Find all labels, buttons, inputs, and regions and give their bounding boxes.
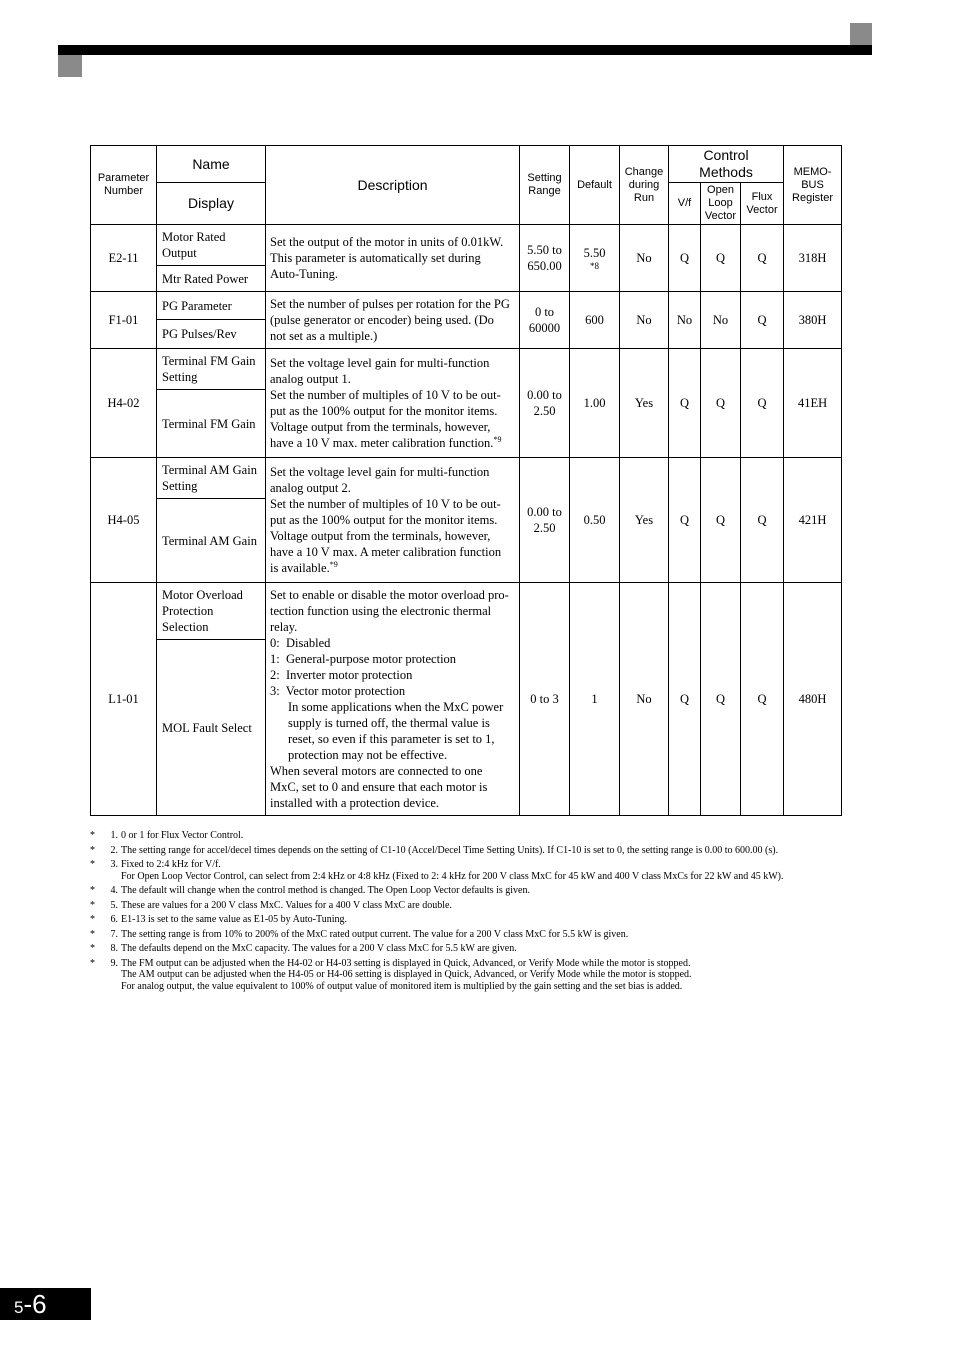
header-display: Display	[157, 183, 266, 225]
footnote-text: For Open Loop Vector Control, can select from 2:4 kHz or 4:8 kHz (Fixed to 2: 4 kHz for 200 V class MxC for 45 kW and 400 V class MxCs for 22 kW and 45 kW).	[121, 870, 784, 882]
footnote	[90, 859, 842, 882]
method-vf: No	[669, 292, 701, 349]
description-line: analog output 1.	[270, 372, 351, 386]
description-line: Voltage output from the terminals, however,	[270, 420, 491, 434]
param-name: Motor Rated Output	[157, 225, 266, 266]
param-display: Terminal FM Gain	[157, 390, 266, 458]
header-open-loop-vector: Open Loop Vector	[701, 183, 741, 225]
setting-range	[520, 292, 570, 349]
description-line: Set the voltage level gain for multi-function	[270, 465, 490, 479]
method-vf: Q	[669, 349, 701, 458]
footnote-star: *	[90, 943, 95, 954]
footnote-number: 8.	[110, 943, 118, 954]
setting-range	[520, 349, 570, 458]
description-footnote-ref: *9	[493, 434, 502, 444]
option-detail-line: reset, so even if this parameter is set to 1,	[288, 732, 495, 746]
description-line: have a 10 V max. A meter calibration function	[270, 545, 502, 559]
description-line: is available.	[270, 561, 330, 575]
description-line: (pulse generator or encoder) being used. (Do	[270, 313, 494, 327]
change-during-run: No	[620, 225, 669, 292]
param-display: Terminal AM Gain	[157, 499, 266, 583]
footnote-star: *	[90, 928, 95, 940]
description-line: not set as a multiple.)	[270, 329, 378, 343]
footnote-number: 7.	[110, 928, 118, 940]
range-line: 2.50	[533, 521, 556, 535]
param-description	[266, 349, 520, 458]
footnote	[90, 914, 842, 926]
param-number: H4-05	[91, 458, 157, 583]
header-setting-range: Setting Range	[520, 146, 570, 225]
description-line: Set the number of multiples of 10 V to be out-	[270, 497, 501, 511]
header-parameter-number: Parameter Number	[91, 146, 157, 225]
footnote-text: The defaults depend on the MxC capacity. The values for a 200 V class MxC for 5.5 kW are given.	[121, 943, 517, 954]
param-number: F1-01	[91, 292, 157, 349]
header-memobus-register: MEMO-BUS Register	[784, 146, 842, 225]
footnote-text: For analog output, the value equivalent to 100% of output value of monitored item is multiplied by the gain setting and the set bias is added.	[121, 980, 683, 992]
description-line: Set to enable or disable the motor overload pro-	[270, 588, 509, 602]
description-line: Set the number of multiples of 10 V to be out-	[270, 388, 501, 402]
corner-square-left	[58, 55, 82, 77]
param-number: L1-01	[91, 583, 157, 816]
header-change-during-run: Change during Run	[620, 146, 669, 225]
param-display: MOL Fault Select	[157, 640, 266, 816]
description-line: installed with a protection device.	[270, 796, 440, 810]
description-line: Set the output of the motor in units of 0.01kW.	[270, 235, 504, 249]
method-open-loop-vector: Q	[701, 458, 741, 583]
description-line: This parameter is automatically set during	[270, 251, 481, 265]
corner-square-top-right	[850, 23, 872, 45]
method-flux-vector: Q	[741, 349, 784, 458]
param-display: Mtr Rated Power	[157, 266, 266, 292]
method-vf: Q	[669, 225, 701, 292]
range-line: 650.00	[527, 259, 562, 273]
page-number	[14, 1289, 47, 1320]
setting-range: 0 to 3	[520, 583, 570, 816]
change-during-run: No	[620, 583, 669, 816]
option-detail-line: protection may not be effective.	[288, 748, 448, 762]
description-line: put as the 100% output for the monitor items.	[270, 513, 498, 527]
page-dash: -	[23, 1289, 33, 1319]
footnote	[90, 943, 842, 955]
default-value: 1.00	[570, 349, 620, 458]
footnote	[90, 929, 842, 941]
footnote-number: 6.	[110, 914, 118, 925]
footnote-star: *	[90, 859, 95, 870]
footnote-number: 2.	[110, 844, 118, 856]
method-open-loop-vector: No	[701, 292, 741, 349]
param-name: PG Parameter	[157, 292, 266, 320]
option-item: 0: Disabled	[270, 636, 331, 650]
param-name: Motor Overload Protection Selection	[157, 583, 266, 640]
param-description	[266, 458, 520, 583]
method-open-loop-vector: Q	[701, 583, 741, 816]
description-line: tection function using the electronic thermal	[270, 604, 492, 618]
memobus-register: 421H	[784, 458, 842, 583]
option-item: 1: General-purpose motor protection	[270, 652, 457, 666]
description-line: Voltage output from the terminals, however,	[270, 529, 491, 543]
change-during-run: Yes	[620, 349, 669, 458]
description-line: MxC, set to 0 and ensure that each motor is	[270, 780, 488, 794]
method-flux-vector: Q	[741, 583, 784, 816]
footnote-text: The setting range is from 10% to 200% of the MxC rated output current. The value for a 200 V class MxC for 5.5 kW is given.	[121, 928, 629, 940]
footnote-text: Fixed to 2:4 kHz for V/f.	[121, 859, 221, 870]
footnote-number: 1.	[110, 830, 118, 841]
param-description	[266, 583, 520, 816]
footnote-number: 3.	[110, 859, 118, 870]
param-description	[266, 292, 520, 349]
option-item: 2: Inverter motor protection	[270, 668, 413, 682]
param-name: Terminal FM Gain Setting	[157, 349, 266, 390]
description-line: Auto-Tuning.	[270, 267, 338, 281]
footnote-star: *	[90, 844, 95, 856]
header-vf: V/f	[669, 183, 701, 225]
description-line: Set the number of pulses per rotation for the PG	[270, 297, 510, 311]
description-line: put as the 100% output for the monitor items.	[270, 404, 498, 418]
header-control-methods: Control Methods	[669, 146, 784, 183]
param-description	[266, 225, 520, 292]
change-during-run: Yes	[620, 458, 669, 583]
page-index: 6	[32, 1289, 47, 1319]
description-line: relay.	[270, 620, 298, 634]
footnote-number: 4.	[110, 885, 118, 896]
footnote-number: 5.	[110, 899, 118, 911]
footnote-star: *	[90, 885, 95, 896]
default-footnote-ref: *8	[590, 261, 599, 271]
footnote-star: *	[90, 957, 95, 969]
method-open-loop-vector: Q	[701, 225, 741, 292]
default-value: 0.50	[570, 458, 620, 583]
param-display: PG Pulses/Rev	[157, 320, 266, 349]
range-line: 0.00 to	[527, 388, 562, 402]
description-line: analog output 2.	[270, 481, 351, 495]
memobus-register: 41EH	[784, 349, 842, 458]
footnote-text: The AM output can be adjusted when the H4-05 or H4-06 setting is displayed in Quick, Advanced, or Verify Mode while the motor is stopped.	[121, 969, 692, 980]
method-flux-vector: Q	[741, 458, 784, 583]
range-line: 5.50 to	[527, 243, 562, 257]
method-flux-vector: Q	[741, 292, 784, 349]
page-section: 5	[14, 1298, 24, 1317]
top-rule	[58, 45, 872, 55]
footnote-text: E1-13 is set to the same value as E1-05 by Auto-Tuning.	[121, 914, 347, 925]
default-value: 1	[570, 583, 620, 816]
param-name: Terminal AM Gain Setting	[157, 458, 266, 499]
footnote	[90, 885, 842, 897]
method-vf: Q	[669, 583, 701, 816]
range-line: 60000	[528, 321, 561, 335]
setting-range	[520, 225, 570, 292]
default-value: 600	[570, 292, 620, 349]
range-line: 0.00 to	[527, 505, 562, 519]
param-number: H4-02	[91, 349, 157, 458]
description-line: have a 10 V max. meter calibration function.	[270, 436, 494, 450]
parameter-table	[90, 145, 842, 816]
header-default: Default	[570, 146, 620, 225]
header-flux-vector: Flux Vector	[741, 183, 784, 225]
method-vf: Q	[669, 458, 701, 583]
footnote-star: *	[90, 899, 95, 911]
range-line: 2.50	[533, 404, 556, 418]
footnote-star: *	[90, 914, 95, 925]
memobus-register: 480H	[784, 583, 842, 816]
footnote	[90, 830, 842, 842]
footnote-star: *	[90, 830, 95, 841]
option-item: 3: Vector motor protection	[270, 684, 406, 698]
memobus-register: 380H	[784, 292, 842, 349]
header-description: Description	[266, 146, 520, 225]
memobus-register: 318H	[784, 225, 842, 292]
description-footnote-ref: *9	[329, 559, 338, 569]
range-line: 0 to	[534, 305, 555, 319]
footnote-text: The setting range for accel/decel times depends on the setting of C1-10 (Accel/Decel Time Setting Units). If C1-10 is set to 0, the setting range is 0.00 to 600.00 (s).	[121, 844, 779, 856]
footnote	[90, 900, 842, 912]
default-value	[570, 225, 620, 292]
change-during-run: No	[620, 292, 669, 349]
header-name: Name	[157, 146, 266, 183]
param-number: E2-11	[91, 225, 157, 292]
footnote-text: 0 or 1 for Flux Vector Control.	[121, 830, 244, 841]
description-line: Set the voltage level gain for multi-function	[270, 356, 490, 370]
footnote-text: The default will change when the control method is changed. The Open Loop Vector defaults is given.	[121, 885, 530, 896]
setting-range	[520, 458, 570, 583]
default-text: 5.50	[583, 246, 606, 260]
footnotes	[90, 830, 842, 995]
footnote-number: 9.	[110, 957, 118, 969]
footnote-text: The FM output can be adjusted when the H4-02 or H4-03 setting is displayed in Quick, Advanced, or Verify Mode while the motor is stopped.	[121, 957, 691, 969]
method-flux-vector: Q	[741, 225, 784, 292]
method-open-loop-vector: Q	[701, 349, 741, 458]
option-detail-line: supply is turned off, the thermal value is	[288, 716, 490, 730]
footnote	[90, 958, 842, 993]
description-line: When several motors are connected to one	[270, 764, 483, 778]
footnote-text: These are values for a 200 V class MxC. Values for a 400 V class MxC are double.	[121, 899, 452, 911]
footnote	[90, 845, 842, 857]
option-detail-line: In some applications when the MxC power	[288, 700, 504, 714]
